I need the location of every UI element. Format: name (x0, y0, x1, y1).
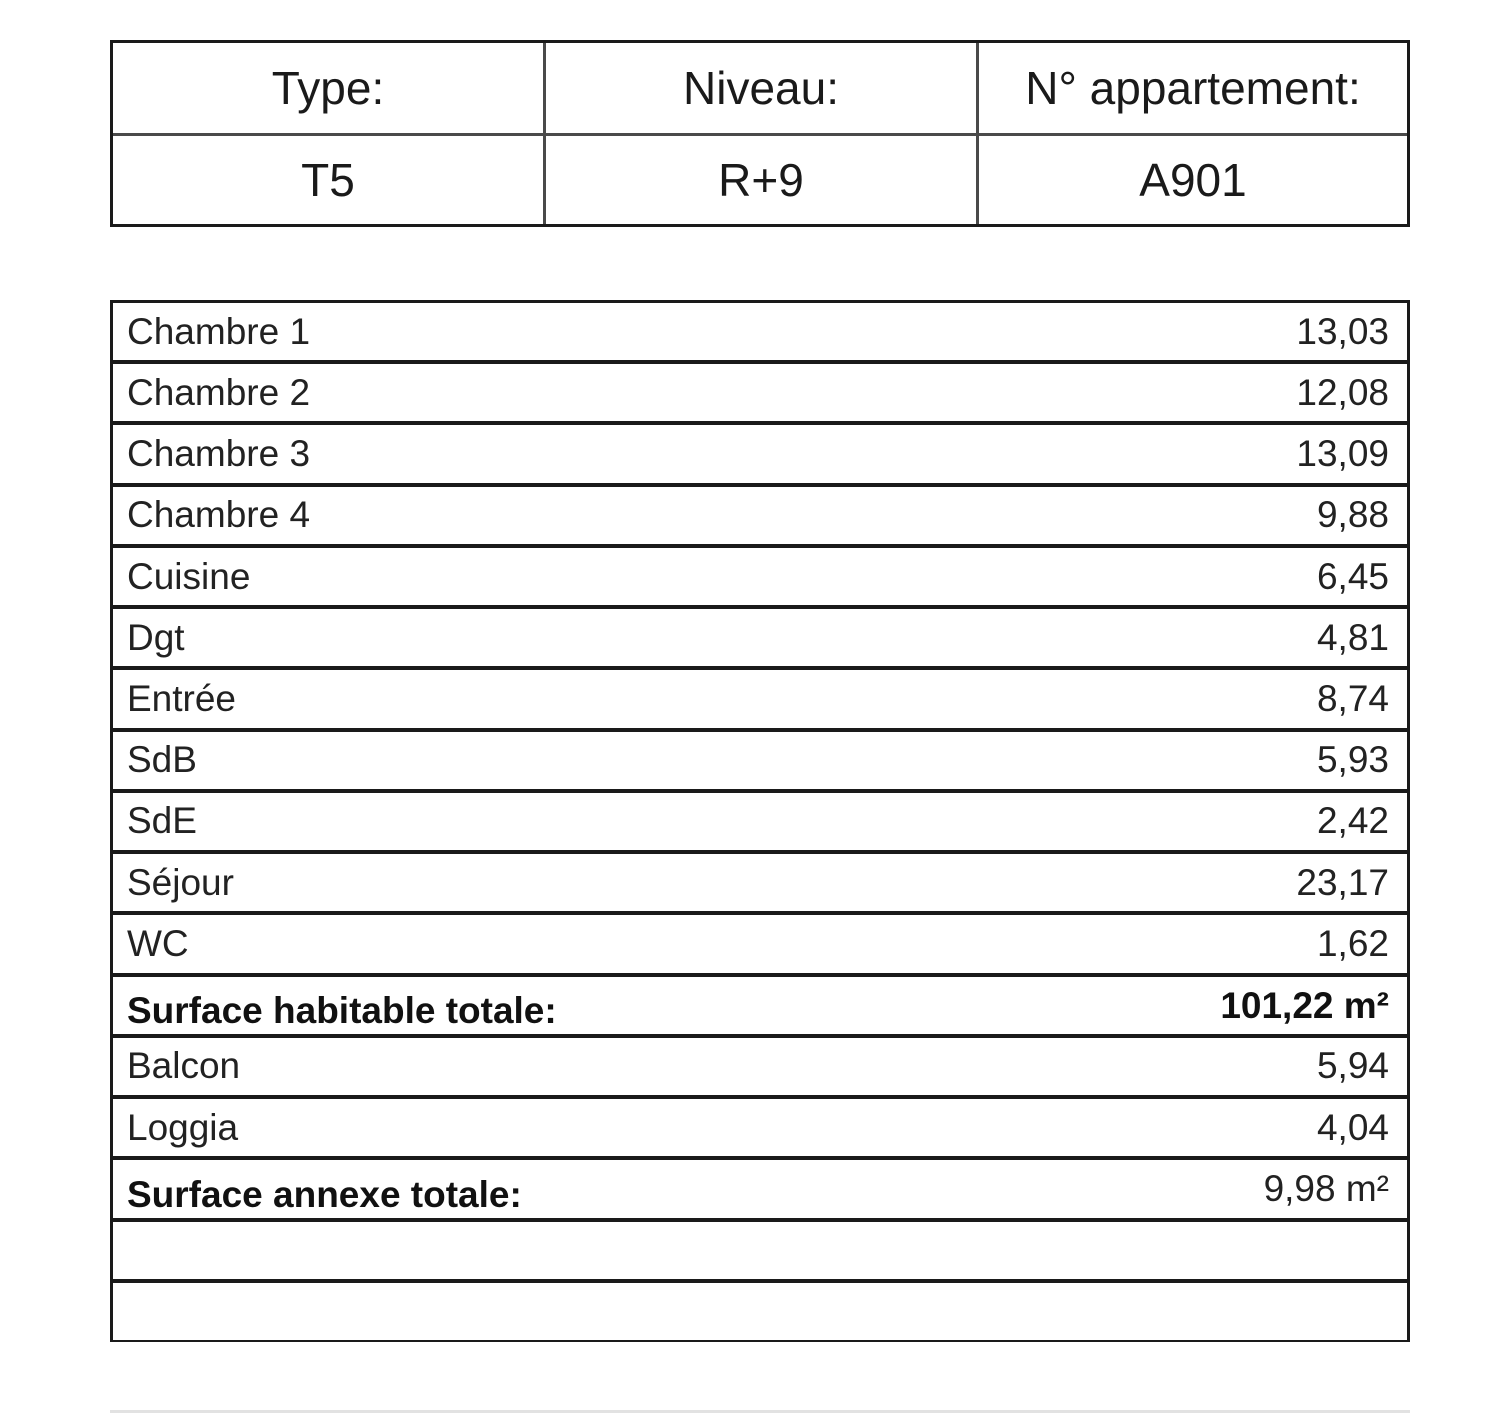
table-row (113, 609, 1407, 670)
room-area: 12,08 (1296, 371, 1389, 413)
room-area: 5,93 (1316, 739, 1389, 781)
room-area: 4,81 (1316, 616, 1389, 658)
room-label: Chambre 2 (127, 371, 311, 413)
room-label: Entrée (127, 678, 237, 720)
table-row (113, 854, 1407, 915)
habitable-total-row (113, 977, 1407, 1038)
empty-row (113, 1222, 1407, 1283)
surface-table (110, 300, 1410, 1342)
room-label: Séjour (127, 861, 234, 903)
level-heading: Niveau: (546, 43, 979, 136)
type-heading: Type: (113, 43, 546, 136)
table-row (113, 670, 1407, 731)
room-area: 13,09 (1296, 433, 1389, 475)
room-label: SdE (127, 800, 197, 842)
annexe-label: Balcon (127, 1045, 241, 1087)
room-area: 23,17 (1296, 861, 1389, 903)
annexe-area: 5,94 (1316, 1045, 1389, 1087)
habitable-total-value: 101,22 m² (1220, 984, 1389, 1026)
table-row (113, 1038, 1407, 1099)
room-label: Chambre 4 (127, 494, 311, 536)
table-row (113, 793, 1407, 854)
room-area: 6,45 (1316, 555, 1389, 597)
room-area: 9,88 (1316, 494, 1389, 536)
annexe-total-label: Surface annexe totale: (127, 1173, 522, 1215)
room-label: WC (127, 922, 189, 964)
table-row (113, 1099, 1407, 1160)
empty-row (113, 1283, 1407, 1340)
room-label: Chambre 3 (127, 433, 311, 475)
room-label: Cuisine (127, 555, 251, 597)
annexe-total-value: 9,98 m² (1263, 1168, 1389, 1210)
table-row (113, 487, 1407, 548)
room-area: 1,62 (1316, 922, 1389, 964)
table-row (113, 303, 1407, 364)
room-label: Chambre 1 (127, 310, 311, 352)
apartment-number-value: A901 (1139, 154, 1247, 206)
table-row (113, 732, 1407, 793)
apartment-header-table (110, 40, 1410, 227)
room-label: SdB (127, 739, 197, 781)
room-label: Dgt (127, 616, 185, 658)
annexe-area: 4,04 (1316, 1106, 1389, 1148)
type-value: T5 (113, 136, 546, 224)
table-row (113, 425, 1407, 486)
room-area: 13,03 (1296, 310, 1389, 352)
bottom-divider (110, 1410, 1410, 1413)
room-area: 2,42 (1316, 800, 1389, 842)
habitable-total-label: Surface habitable totale: (127, 989, 557, 1031)
annexe-total-row (113, 1160, 1407, 1221)
table-row (113, 915, 1407, 976)
apartment-number-heading: N° appartement: (979, 43, 1407, 136)
room-area: 8,74 (1316, 678, 1389, 720)
level-value: R+9 (546, 136, 979, 224)
table-row (113, 548, 1407, 609)
annexe-label: Loggia (127, 1106, 239, 1148)
table-row (113, 364, 1407, 425)
